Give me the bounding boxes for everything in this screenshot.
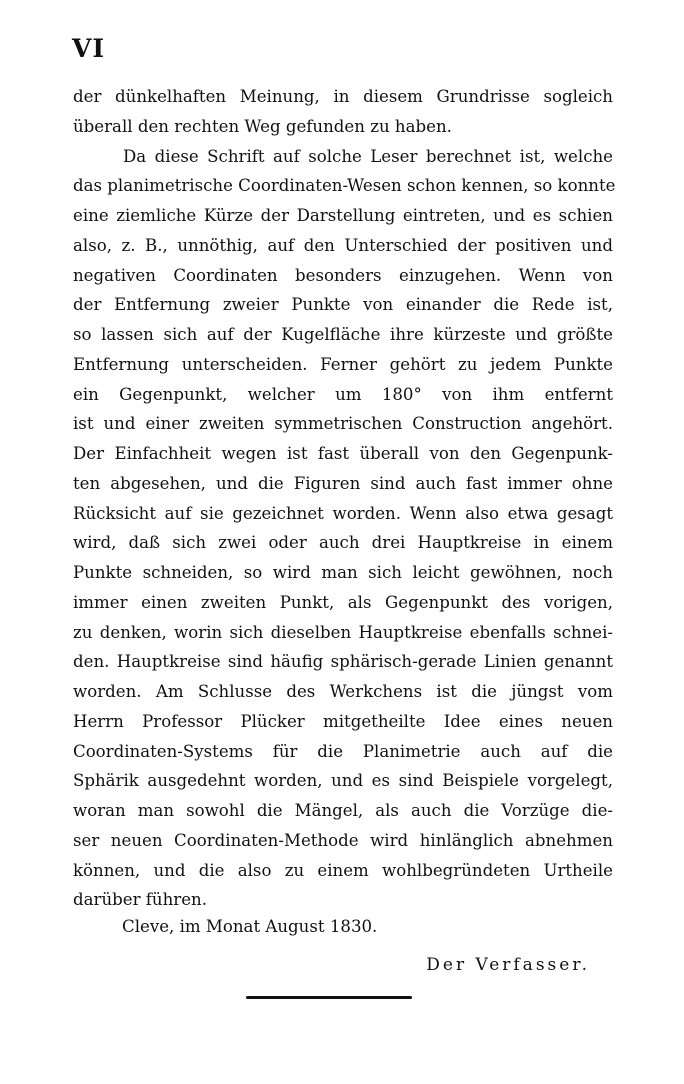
text-line: ser neuen Coordinaten-Methode wird hinlänglich abnehmen (73, 830, 613, 850)
text-line: zu denken, worin sich dieselben Hauptkreise ebenfalls schnei- (73, 622, 613, 642)
text-line: also, z. B., unnöthig, auf den Unterschied der positiven und (73, 235, 613, 255)
text-line: ein Gegenpunkt, welcher um 180° von ihm entfernt (73, 384, 613, 404)
text-line: negativen Coordinaten besonders einzugehen. Wenn von (73, 265, 613, 285)
text-line: überall den rechten Weg gefunden zu haben. (73, 116, 452, 136)
text-line: ist und einer zweiten symmetrischen Construction angehört. (73, 414, 613, 434)
text-line: immer einen zweiten Punkt, als Gegenpunkt des vorigen, (73, 592, 613, 612)
dateline: Cleve, im Monat August 1830. (122, 917, 378, 936)
text-line: worden. Am Schlusse des Werkchens ist die jüngst vom (73, 682, 613, 701)
text-line: darüber führen. (73, 890, 208, 910)
text-line: Sphärik ausgedehnt worden, und es sind Beispiele vorgelegt, (73, 771, 613, 791)
text-line: wird, daß sich zwei oder auch drei Hauptkreise in einem (73, 533, 613, 553)
text-line: den. Hauptkreise sind häufig sphärisch-gerade Linien genannt (73, 652, 613, 672)
text-line: Punkte schneiden, so wird man sich leicht gewöhnen, noch (73, 563, 613, 582)
text-line: so lassen sich auf der Kugelfläche ihre kürzeste und größte (73, 325, 613, 344)
text-line: das planimetrische Coordinaten-Wesen schon kennen, so konnte (73, 176, 616, 196)
text-line: Coordinaten-Systems für die Planimetrie auch auf die (73, 741, 613, 761)
text-line: der dünkelhaften Meinung, in diesem Grundrisse sogleich (73, 87, 613, 106)
text-line: Entfernung unterscheiden. Ferner gehört zu jedem Punkte (73, 354, 613, 374)
text-line: eine ziemliche Kürze der Darstellung eintreten, und es schien (73, 206, 613, 225)
author-signature: Der Verfasser. (426, 955, 590, 975)
text-line: Der Einfachheit wegen ist fast überall von den Gegenpunk- (73, 444, 613, 463)
page-number: VI (72, 34, 106, 63)
closing-rule (246, 996, 412, 999)
text-line: Rücksicht auf sie gezeichnet worden. Wenn also etwa gesagt (73, 503, 613, 523)
text-line: können, und die also zu einem wohlbegründeten Urtheile (73, 860, 613, 880)
text-line: woran man sowohl die Mängel, als auch die Vorzüge die- (73, 801, 613, 820)
text-line: ten abgesehen, und die Figuren sind auch fast immer ohne (73, 473, 613, 493)
text-line: der Entfernung zweier Punkte von einander die Rede ist, (73, 295, 613, 315)
text-line: Herrn Professor Plücker mitgetheilte Idee eines neuen (73, 711, 613, 731)
text-line: Da diese Schrift auf solche Leser berechnet ist, welche (123, 146, 613, 166)
body-text (73, 82, 616, 915)
